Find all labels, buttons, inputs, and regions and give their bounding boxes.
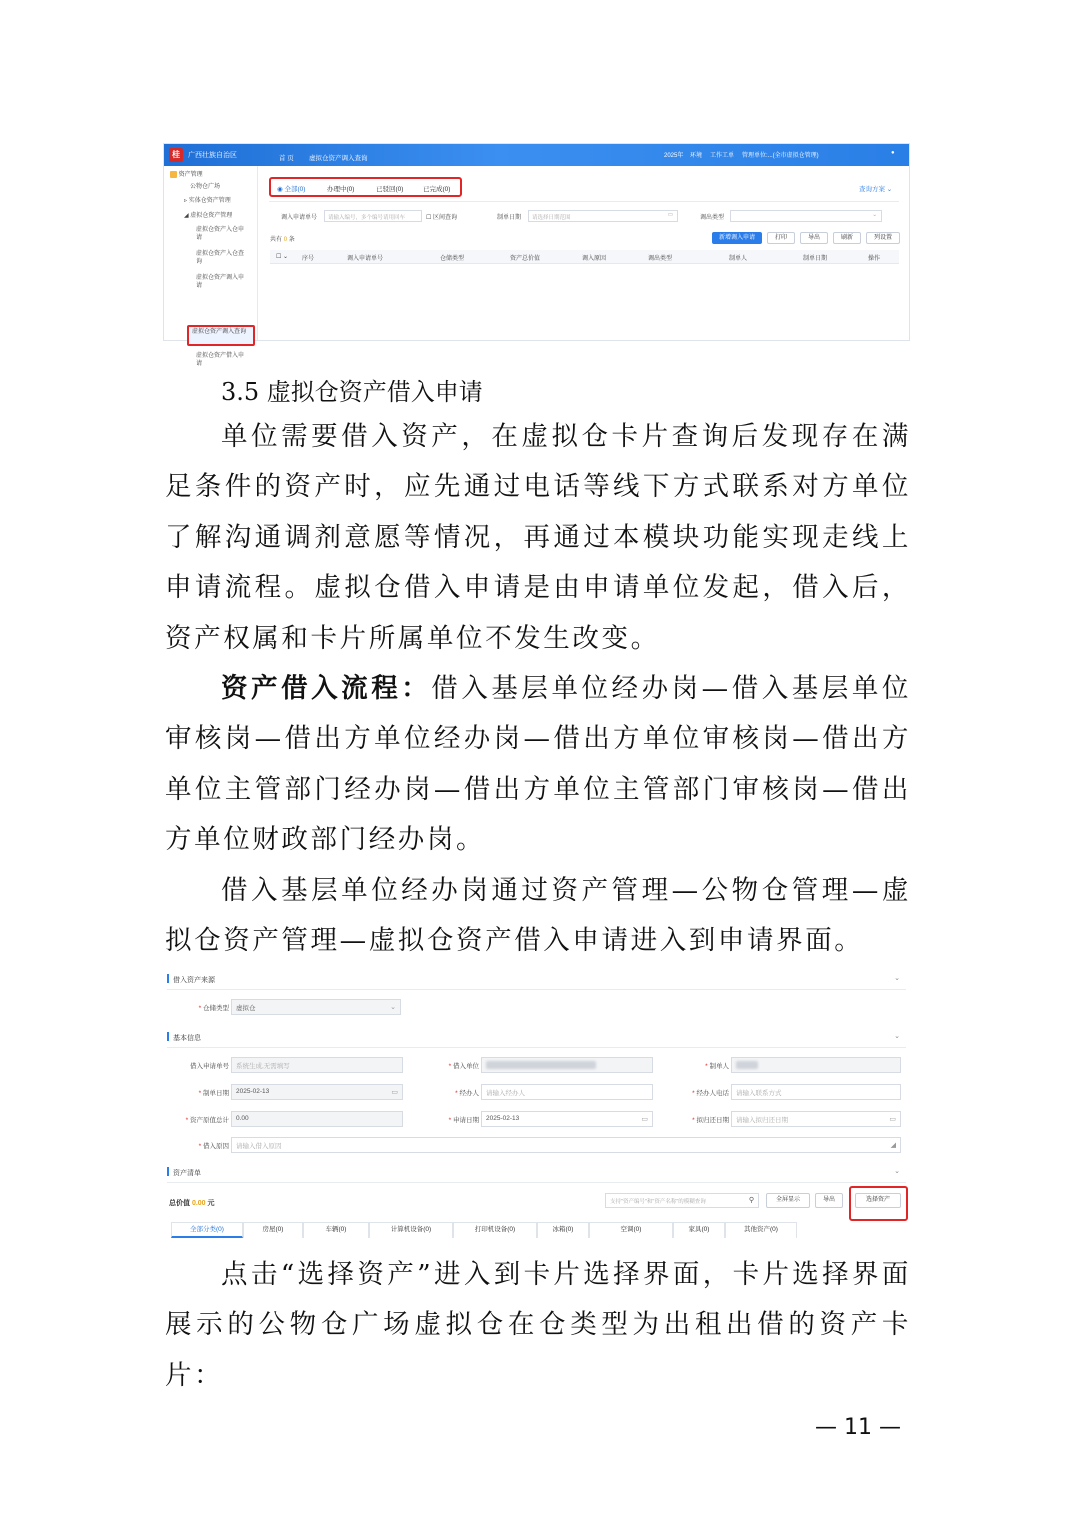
calendar-icon: ▭ bbox=[391, 1089, 398, 1096]
sidebar-item-borrow-apply[interactable]: 虚拟仓资产借入申请 bbox=[196, 353, 245, 367]
filter-date-label: 制单日期 bbox=[497, 215, 522, 221]
tab-other[interactable]: 其他资产(0) bbox=[725, 1222, 797, 1238]
col-out-type: 调出类型 bbox=[648, 256, 673, 262]
range-query-checkbox[interactable]: ☐ 区间查询 bbox=[426, 215, 458, 221]
filter-no-label: 调入申请单号 bbox=[281, 215, 318, 221]
calendar-icon: ▭ bbox=[641, 1116, 648, 1123]
apply-no-label: 借入申请单号 bbox=[190, 1063, 229, 1070]
add-transfer-button[interactable]: 新增调入申请 bbox=[712, 232, 762, 244]
filter-type-select[interactable] bbox=[730, 210, 882, 222]
borrow-unit-label: * 借入单位 bbox=[448, 1063, 479, 1070]
apply-date-input[interactable]: 2025-02-13 ▭ bbox=[481, 1111, 653, 1127]
page-number: — 11 — bbox=[815, 1415, 901, 1440]
asset-search-input[interactable]: 支持"资产编号"和"资产名称"的模糊查询 ⚲ bbox=[605, 1193, 759, 1208]
sidebar-item-entry-apply[interactable]: 虚拟仓资产入仓申请 bbox=[196, 227, 245, 241]
section-list-title: 资产清单 bbox=[173, 1170, 201, 1177]
tab-house[interactable]: 房屋(0) bbox=[243, 1222, 303, 1238]
calendar-icon: ▭ bbox=[889, 1116, 896, 1123]
resize-handle-icon: ◢ bbox=[890, 1142, 896, 1149]
header-year: 2025年 bbox=[664, 153, 684, 159]
handler-input[interactable]: 请输入经办人 bbox=[481, 1084, 653, 1100]
paragraph-path: 借入基层单位经办岗通过资产管理—公物仓管理—虚拟仓资产管理—虚拟仓资产借入申请进入到申请界面。 bbox=[165, 875, 911, 957]
reason-textarea[interactable]: 请输入借入原因 ◢ bbox=[231, 1137, 901, 1153]
system-name: 广西壮族自治区 bbox=[188, 152, 237, 159]
chevron-down-icon[interactable]: ⌄ bbox=[894, 1168, 900, 1175]
paragraph-select: 点击“选择资产”进入到卡片选择界面，卡片选择界面展示的公物仓广场虚拟仓在仓类型为出租出借的资产卡片： bbox=[165, 1259, 911, 1391]
reason-label: * 借入原因 bbox=[198, 1143, 229, 1150]
filter-no-input[interactable]: 请输入编号，多个编号请用回车 bbox=[324, 210, 422, 222]
screenshot-virtual-warehouse-transfer-query bbox=[163, 143, 910, 367]
tab-all-categories[interactable]: 全部分类(0) bbox=[171, 1222, 243, 1238]
paragraph-intro: 单位需要借入资产，在虚拟仓卡片查询后发现存在满足条件的资产时，应先通过电话等线下方式联系对方单位了解沟通调剂意愿等情况，再通过本模块功能实现走线上申请流程。虚拟仓借入申请是由申请单位发起，借入后，资产权属和卡片所属单位不发生改变。 bbox=[165, 421, 911, 654]
column-settings-button[interactable]: 列设置 bbox=[866, 232, 900, 244]
tab-vehicle[interactable]: 车辆(0) bbox=[303, 1222, 369, 1238]
section-marker bbox=[167, 1032, 169, 1041]
apply-no-input[interactable]: 系统生成,无需填写 bbox=[231, 1057, 403, 1073]
section-basic-title: 基本信息 bbox=[173, 1035, 201, 1042]
apply-date-label: * 申请日期 bbox=[448, 1117, 479, 1124]
tab-all[interactable]: ◉ 全部(0) bbox=[277, 186, 306, 193]
tab-processing[interactable]: 办理中(0) bbox=[327, 186, 355, 193]
export-button[interactable]: 导出 bbox=[815, 1193, 843, 1208]
header-ticket[interactable]: 工作工单 bbox=[710, 153, 735, 159]
screenshot-borrow-apply-form bbox=[163, 967, 910, 1238]
return-date-input[interactable]: 请输入拟归还日期 ▭ bbox=[731, 1111, 901, 1127]
header-unit[interactable]: 管理单位:...(全市虚拟仓管理) bbox=[742, 153, 819, 159]
sidebar-item-entry-query[interactable]: 虚拟仓资产入仓查询 bbox=[196, 251, 245, 265]
phone-label: * 经办人电话 bbox=[692, 1090, 729, 1097]
handler-label: * 经办人 bbox=[455, 1090, 479, 1097]
sidebar-item-physical[interactable]: ▹ 实体仓资产管理 bbox=[184, 198, 231, 204]
folder-icon bbox=[170, 171, 177, 178]
make-date-input[interactable]: 2025-02-13 ▭ bbox=[231, 1084, 403, 1100]
filter-date-input[interactable]: 请选择日期范围 ▭ bbox=[528, 210, 678, 222]
calendar-icon: ▭ bbox=[667, 212, 673, 218]
search-icon: ⚲ bbox=[748, 1197, 754, 1204]
tab-fridge[interactable]: 冰箱(0) bbox=[537, 1222, 589, 1238]
logo-icon: 桂 bbox=[169, 148, 183, 162]
section-heading: 3.5 虚拟仓资产借入申请 bbox=[221, 378, 483, 406]
tab-completed[interactable]: 已完成(0) bbox=[423, 186, 451, 193]
sidebar-item-transfer-apply[interactable]: 虚拟仓资产调入申请 bbox=[196, 275, 245, 289]
section-marker bbox=[167, 1167, 169, 1176]
export-button[interactable]: 导出 bbox=[800, 232, 828, 244]
tab-computer[interactable]: 计算机设备(0) bbox=[369, 1222, 453, 1238]
sidebar-item-virtual[interactable]: ◢ 虚拟仓资产管理 bbox=[184, 213, 233, 219]
tab-home[interactable]: 首 页 bbox=[279, 155, 294, 162]
chevron-down-icon[interactable]: ⌄ bbox=[894, 975, 900, 982]
storage-type-label: * 仓储类型 bbox=[198, 1005, 229, 1012]
total-price: 总价值 0.00 元 bbox=[169, 1200, 215, 1207]
col-total-value: 资产总价值 bbox=[510, 256, 541, 262]
maker-input[interactable] bbox=[731, 1057, 901, 1073]
borrow-unit-input[interactable] bbox=[481, 1057, 653, 1073]
col-action: 操作 bbox=[868, 256, 881, 262]
col-index: 序号 bbox=[302, 256, 315, 262]
total-value-input[interactable]: 0.00 bbox=[231, 1111, 403, 1127]
sidebar-item-transfer-query[interactable]: 虚拟仓资产调入查询 bbox=[187, 325, 255, 346]
filter-type-label: 调出类型 bbox=[700, 215, 725, 221]
fullscreen-button[interactable]: 全屏显示 bbox=[766, 1193, 810, 1208]
total-count: 共有 0 条 bbox=[270, 237, 295, 243]
user-icon[interactable]: ● bbox=[891, 150, 895, 156]
header-env[interactable]: 环境 bbox=[690, 153, 703, 159]
print-button[interactable]: 打印 bbox=[767, 232, 795, 244]
total-value-label: * 资产原值总计 bbox=[185, 1117, 229, 1124]
divider bbox=[167, 989, 906, 990]
col-apply-no: 调入申请单号 bbox=[347, 256, 384, 262]
select-all-checkbox[interactable]: ☐ ⌄ bbox=[276, 254, 289, 260]
make-date-label: * 制单日期 bbox=[198, 1090, 229, 1097]
section-source-title: 借入资产来源 bbox=[173, 977, 215, 984]
return-date-label: * 拟归还日期 bbox=[692, 1117, 729, 1124]
sidebar-item-plaza[interactable]: 公物仓广场 bbox=[190, 184, 221, 190]
phone-input[interactable]: 请输入联系方式 bbox=[731, 1084, 901, 1100]
chevron-down-icon: ⌄ bbox=[872, 212, 877, 218]
col-reason: 调入原因 bbox=[582, 256, 607, 262]
table-header bbox=[270, 250, 899, 264]
col-maker: 制单人 bbox=[729, 256, 748, 262]
tab-furniture[interactable]: 家具(0) bbox=[673, 1222, 725, 1238]
storage-type-select[interactable]: 虚拟仓 ⌄ bbox=[231, 999, 401, 1015]
tab-aircon[interactable]: 空调(0) bbox=[589, 1222, 673, 1238]
col-make-date: 制单日期 bbox=[803, 256, 828, 262]
chevron-down-icon: ⌄ bbox=[390, 1004, 396, 1011]
tab-printer[interactable]: 打印机设备(0) bbox=[453, 1222, 537, 1238]
select-asset-button[interactable]: 选择资产 bbox=[855, 1193, 901, 1208]
section-marker bbox=[167, 974, 169, 983]
sidebar-root[interactable]: 资产管理 bbox=[170, 171, 203, 179]
query-plan[interactable]: 查询方案 ⌄ bbox=[859, 186, 893, 193]
divider bbox=[269, 201, 899, 202]
app-header bbox=[164, 144, 909, 166]
chevron-down-icon[interactable]: ⌄ bbox=[894, 1033, 900, 1040]
tab-rejected[interactable]: 已驳回(0) bbox=[376, 186, 404, 193]
col-storage-type: 仓储类型 bbox=[440, 256, 465, 262]
sidebar bbox=[164, 166, 258, 367]
divider bbox=[167, 1182, 906, 1183]
divider bbox=[167, 1047, 906, 1048]
tab-current[interactable]: 虚拟仓资产调入查询 bbox=[309, 155, 368, 162]
refresh-button[interactable]: 刷新 bbox=[833, 232, 861, 244]
maker-label: * 制单人 bbox=[705, 1063, 729, 1070]
paragraph-flow: 资产借入流程：借入基层单位经办岗—借入基层单位审核岗—借出方单位经办岗—借出方单位审核岗—借出方单位主管部门经办岗—借出方单位主管部门审核岗—借出方单位财政部门经办岗。 bbox=[165, 673, 912, 856]
flow-label: 资产借入流程： bbox=[221, 673, 432, 704]
